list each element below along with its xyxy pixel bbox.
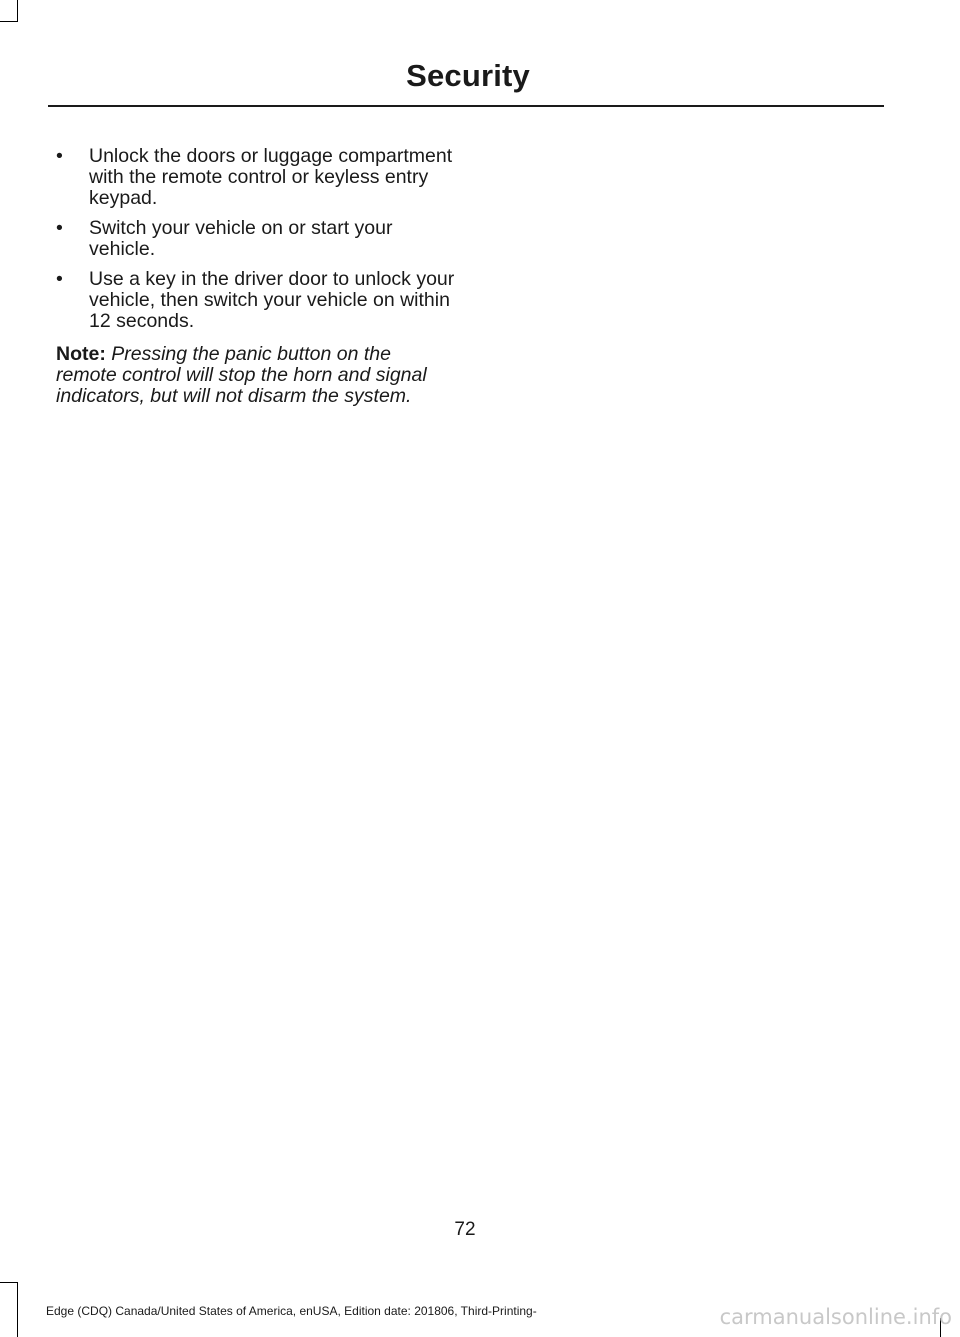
bullet-list (56, 146, 456, 332)
crop-mark-bottom-left-horizontal (0, 1282, 18, 1283)
list-item (56, 146, 456, 209)
header-divider (48, 105, 884, 107)
watermark-text: carmanualsonline.info (719, 1305, 952, 1329)
bullet-marker: • (56, 217, 63, 239)
list-item (56, 218, 456, 260)
bullet-marker: • (56, 145, 63, 167)
note-paragraph (56, 344, 456, 407)
list-item-text: Use a key in the driver door to unlock your vehicle, then switch your vehicle on within 12 seconds. (89, 268, 455, 332)
page-number: 72 (454, 1219, 476, 1240)
crop-mark-top-left-horizontal (0, 21, 18, 22)
content-column (56, 146, 456, 427)
footer-edition-info: Edge (CDQ) Canada/United States of America, enUSA, Edition date: 201806, Third-Printing- (46, 1304, 537, 1318)
bullet-marker: • (56, 268, 63, 290)
list-item-text: Switch your vehicle on or start your vehicle. (89, 217, 393, 260)
note-text: Pressing the panic button on the remote control will stop the horn and signal indicators, but will not disarm the system. (56, 343, 427, 407)
list-item-text: Unlock the doors or luggage compartment with the remote control or keyless entry keypad. (89, 145, 453, 209)
note-label: Note: (56, 343, 106, 365)
list-item (56, 269, 456, 332)
crop-mark-top-left-vertical (17, 0, 18, 22)
page-title: Security (406, 58, 530, 93)
crop-mark-bottom-left-vertical (17, 1282, 18, 1337)
